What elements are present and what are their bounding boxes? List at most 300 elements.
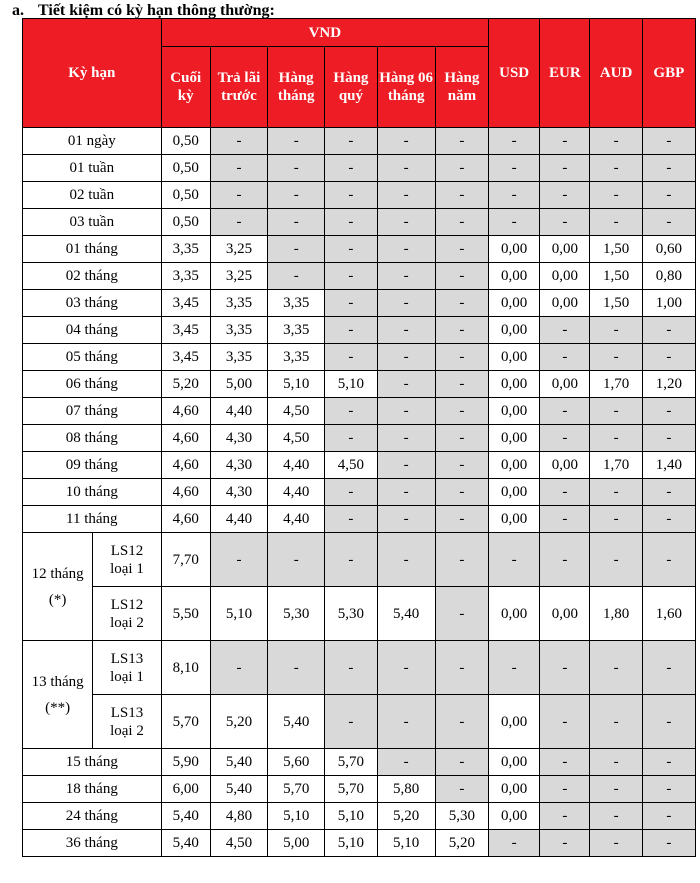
- rate-cell: 1,20: [642, 371, 695, 398]
- rate-cell: 4,40: [268, 452, 325, 479]
- sub-term-type: loại 1: [110, 668, 144, 685]
- term-label: 18 tháng: [23, 776, 162, 803]
- term-label: 11 tháng: [23, 506, 162, 533]
- rate-cell: 4,60: [161, 506, 210, 533]
- vnd-col-header: Hàng quý: [325, 47, 377, 128]
- rate-cell: 3,35: [268, 344, 325, 371]
- rate-cell: 6,00: [161, 776, 210, 803]
- rate-cell: -: [590, 533, 642, 587]
- rate-cell: 0,50: [161, 155, 210, 182]
- rate-cell: -: [377, 128, 435, 155]
- rate-cell: -: [642, 317, 695, 344]
- rate-cell: -: [268, 182, 325, 209]
- rate-cell: 0,00: [540, 236, 590, 263]
- rate-cell: 1,80: [590, 587, 642, 641]
- table-row: [23, 263, 696, 290]
- rate-cell: 5,10: [268, 803, 325, 830]
- rate-cell: -: [435, 398, 488, 425]
- rate-cell: -: [540, 506, 590, 533]
- rate-cell: -: [642, 776, 695, 803]
- rate-cell: -: [642, 479, 695, 506]
- usd-header: USD: [489, 19, 540, 128]
- rate-cell: 1,40: [642, 452, 695, 479]
- table-row: [23, 533, 696, 587]
- rate-cell: -: [435, 533, 488, 587]
- rate-cell: -: [540, 344, 590, 371]
- rate-cell: 4,30: [210, 479, 267, 506]
- rate-cell: 0,00: [489, 344, 540, 371]
- vnd-col-header: Hàng tháng: [268, 47, 325, 128]
- rate-cell: 4,50: [268, 398, 325, 425]
- rate-cell: 5,70: [325, 749, 377, 776]
- rate-cell: -: [435, 209, 488, 236]
- rate-cell: 5,10: [325, 830, 377, 857]
- rate-cell: -: [489, 209, 540, 236]
- rate-cell: 0,50: [161, 209, 210, 236]
- rate-cell: 4,40: [268, 506, 325, 533]
- rate-cell: -: [268, 209, 325, 236]
- gbp-header: GBP: [642, 19, 695, 128]
- rate-cell: -: [642, 506, 695, 533]
- rate-cell: 3,25: [210, 236, 267, 263]
- rate-cell: -: [642, 803, 695, 830]
- table-row: [23, 587, 696, 641]
- rate-cell: -: [325, 128, 377, 155]
- rate-cell: 4,60: [161, 425, 210, 452]
- section-heading: Tiết kiệm có kỳ hạn thông thường:: [38, 2, 275, 19]
- rate-cell: -: [377, 452, 435, 479]
- rate-cell: 3,35: [210, 290, 267, 317]
- sub-term-type: loại 2: [110, 722, 144, 739]
- rate-cell: -: [377, 533, 435, 587]
- rate-cell: 4,40: [210, 398, 267, 425]
- rate-cell: 5,30: [268, 587, 325, 641]
- rate-cell: -: [268, 155, 325, 182]
- rate-cell: 5,20: [377, 803, 435, 830]
- table-row: [23, 695, 696, 749]
- term-label: 24 tháng: [23, 803, 162, 830]
- rate-cell: 5,20: [210, 695, 267, 749]
- vnd-col-header: Cuối kỳ: [161, 47, 210, 128]
- rate-cell: -: [377, 155, 435, 182]
- rate-cell: 0,00: [489, 398, 540, 425]
- rate-cell: -: [540, 182, 590, 209]
- rate-cell: 3,45: [161, 344, 210, 371]
- rate-cell: 5,80: [377, 776, 435, 803]
- rate-cell: 5,30: [325, 587, 377, 641]
- term-label: 36 tháng: [23, 830, 162, 857]
- rate-cell: -: [540, 749, 590, 776]
- rate-cell: -: [377, 290, 435, 317]
- term-label: 01 tuần: [23, 155, 162, 182]
- rate-cell: -: [540, 479, 590, 506]
- rate-cell: 3,25: [210, 263, 267, 290]
- rate-cell: -: [325, 317, 377, 344]
- term-label: 03 tuần: [23, 209, 162, 236]
- rate-cell: -: [590, 695, 642, 749]
- sub-term-code: LS12: [110, 596, 144, 613]
- rate-cell: -: [325, 641, 377, 695]
- table-row: [23, 317, 696, 344]
- table-row: [23, 371, 696, 398]
- rate-cell: -: [377, 749, 435, 776]
- rate-cell: -: [435, 587, 488, 641]
- rate-cell: -: [540, 317, 590, 344]
- rate-cell: -: [435, 128, 488, 155]
- term-header: Kỳ hạn: [23, 19, 162, 128]
- rate-cell: 5,70: [268, 776, 325, 803]
- rate-cell: -: [377, 398, 435, 425]
- rate-cell: 4,30: [210, 452, 267, 479]
- rate-cell: -: [435, 506, 488, 533]
- rate-cell: -: [325, 344, 377, 371]
- rate-cell: -: [642, 209, 695, 236]
- aud-header: AUD: [590, 19, 642, 128]
- rate-cell: -: [590, 155, 642, 182]
- vnd-col-header: Trả lãi trước: [210, 47, 267, 128]
- rate-cell: -: [435, 641, 488, 695]
- term-label: 15 tháng: [23, 749, 162, 776]
- rate-cell: -: [642, 155, 695, 182]
- table-row: [23, 398, 696, 425]
- rate-cell: 0,50: [161, 128, 210, 155]
- table-row: [23, 182, 696, 209]
- sub-term-code: LS12: [110, 542, 144, 559]
- sub-term-code: LS13: [110, 704, 144, 721]
- rate-cell: 0,00: [540, 263, 590, 290]
- rate-cell: 4,30: [210, 425, 267, 452]
- rate-cell: 5,20: [161, 371, 210, 398]
- rate-cell: -: [590, 128, 642, 155]
- rate-cell: -: [540, 398, 590, 425]
- rate-cell: -: [325, 695, 377, 749]
- rate-cell: 0,00: [540, 290, 590, 317]
- rate-cell: 1,70: [590, 452, 642, 479]
- rate-cell: -: [325, 290, 377, 317]
- rate-cell: 0,00: [540, 452, 590, 479]
- rate-cell: 5,70: [325, 776, 377, 803]
- rate-cell: -: [268, 263, 325, 290]
- rate-cell: -: [642, 344, 695, 371]
- rate-cell: -: [489, 533, 540, 587]
- term-group-label: [23, 533, 93, 641]
- sub-term-label: [93, 695, 161, 749]
- rate-cell: -: [377, 236, 435, 263]
- rate-cell: -: [435, 155, 488, 182]
- rate-cell: -: [377, 263, 435, 290]
- rate-cell: -: [377, 479, 435, 506]
- rate-cell: -: [377, 317, 435, 344]
- rate-cell: -: [325, 236, 377, 263]
- rate-cell: 0,00: [489, 317, 540, 344]
- rate-cell: 4,60: [161, 452, 210, 479]
- rate-cell: 5,10: [325, 371, 377, 398]
- rate-cell: 3,35: [268, 317, 325, 344]
- rate-cell: 3,35: [210, 317, 267, 344]
- table-body: [23, 128, 696, 857]
- rate-cell: -: [325, 263, 377, 290]
- rate-cell: 5,00: [210, 371, 267, 398]
- rate-cell: 3,45: [161, 290, 210, 317]
- rate-cell: 5,40: [161, 803, 210, 830]
- rate-cell: -: [377, 506, 435, 533]
- sub-term-code: LS13: [110, 650, 144, 667]
- rate-cell: -: [642, 398, 695, 425]
- rate-cell: 3,45: [161, 317, 210, 344]
- rate-cell: -: [268, 128, 325, 155]
- rate-cell: -: [590, 317, 642, 344]
- rate-cell: -: [210, 128, 267, 155]
- rate-cell: -: [325, 425, 377, 452]
- rate-cell: 3,35: [161, 263, 210, 290]
- rate-cell: -: [489, 155, 540, 182]
- eur-header: EUR: [540, 19, 590, 128]
- table-row: [23, 155, 696, 182]
- rate-cell: -: [590, 344, 642, 371]
- vnd-group-header: VND: [161, 19, 488, 47]
- rate-cell: -: [268, 533, 325, 587]
- rate-cell: 5,10: [377, 830, 435, 857]
- rate-cell: 5,40: [268, 695, 325, 749]
- rate-cell: -: [590, 182, 642, 209]
- rate-cell: -: [642, 533, 695, 587]
- table-row: [23, 479, 696, 506]
- term-group-note: (**): [45, 699, 71, 716]
- rate-cell: -: [540, 209, 590, 236]
- table-row: [23, 452, 696, 479]
- rate-cell: -: [590, 425, 642, 452]
- rate-cell: 0,00: [489, 425, 540, 452]
- rate-cell: 0,00: [540, 371, 590, 398]
- table-row: [23, 236, 696, 263]
- rate-cell: -: [325, 506, 377, 533]
- rate-cell: -: [540, 695, 590, 749]
- term-label: 02 tháng: [23, 263, 162, 290]
- rate-cell: -: [325, 398, 377, 425]
- term-group-name: 12 tháng: [31, 565, 84, 582]
- rate-cell: 0,00: [489, 803, 540, 830]
- term-label: 10 tháng: [23, 479, 162, 506]
- rate-cell: -: [210, 209, 267, 236]
- rate-cell: 4,40: [268, 479, 325, 506]
- rate-cell: -: [590, 749, 642, 776]
- rate-cell: -: [210, 155, 267, 182]
- rate-cell: 5,10: [268, 371, 325, 398]
- rate-cell: -: [540, 128, 590, 155]
- rate-cell: 4,50: [268, 425, 325, 452]
- rate-cell: -: [377, 182, 435, 209]
- sub-term-type: loại 1: [110, 560, 144, 577]
- rate-cell: 0,00: [489, 371, 540, 398]
- rate-cell: -: [540, 533, 590, 587]
- rate-cell: 1,60: [642, 587, 695, 641]
- table-row: [23, 803, 696, 830]
- rate-cell: 0,50: [161, 182, 210, 209]
- rate-cell: 3,35: [161, 236, 210, 263]
- rate-cell: -: [325, 155, 377, 182]
- table-row: [23, 830, 696, 857]
- rate-cell: -: [590, 776, 642, 803]
- rate-cell: 1,50: [590, 236, 642, 263]
- rate-cell: 1,00: [642, 290, 695, 317]
- rate-cell: -: [377, 641, 435, 695]
- term-group-label: [23, 641, 93, 749]
- rate-cell: -: [642, 830, 695, 857]
- rate-cell: -: [210, 641, 267, 695]
- term-label: 03 tháng: [23, 290, 162, 317]
- rate-cell: -: [642, 182, 695, 209]
- rate-cell: -: [540, 803, 590, 830]
- rate-cell: 0,00: [489, 452, 540, 479]
- sub-term-type: loại 2: [110, 614, 144, 631]
- rate-cell: 4,40: [210, 506, 267, 533]
- sub-term-label: [93, 587, 161, 641]
- rate-cell: -: [590, 830, 642, 857]
- rate-cell: -: [435, 290, 488, 317]
- rate-cell: 4,50: [325, 452, 377, 479]
- rate-cell: 3,35: [210, 344, 267, 371]
- rate-cell: -: [435, 776, 488, 803]
- savings-rate-table: [22, 18, 696, 857]
- rate-cell: -: [435, 479, 488, 506]
- rate-cell: -: [377, 425, 435, 452]
- rate-cell: -: [540, 641, 590, 695]
- rate-cell: -: [642, 641, 695, 695]
- rate-cell: -: [642, 749, 695, 776]
- term-label: 08 tháng: [23, 425, 162, 452]
- rate-cell: -: [540, 776, 590, 803]
- rate-cell: -: [540, 830, 590, 857]
- rate-cell: 4,60: [161, 479, 210, 506]
- rate-cell: -: [377, 371, 435, 398]
- rate-cell: 5,60: [268, 749, 325, 776]
- rate-cell: -: [435, 749, 488, 776]
- table-row: [23, 290, 696, 317]
- term-label: 05 tháng: [23, 344, 162, 371]
- rate-cell: -: [540, 155, 590, 182]
- rate-cell: -: [642, 695, 695, 749]
- rate-cell: -: [377, 695, 435, 749]
- rate-cell: -: [325, 533, 377, 587]
- rate-cell: 0,00: [489, 263, 540, 290]
- rate-cell: 5,40: [210, 749, 267, 776]
- rate-cell: -: [435, 695, 488, 749]
- table-row: [23, 209, 696, 236]
- term-label: 01 ngày: [23, 128, 162, 155]
- rate-cell: -: [489, 641, 540, 695]
- rate-cell: 3,35: [268, 290, 325, 317]
- term-label: 07 tháng: [23, 398, 162, 425]
- rate-cell: -: [489, 830, 540, 857]
- rate-cell: -: [435, 317, 488, 344]
- rate-cell: -: [590, 209, 642, 236]
- rate-cell: -: [210, 533, 267, 587]
- rate-cell: 0,00: [489, 749, 540, 776]
- rate-cell: 1,70: [590, 371, 642, 398]
- table-row: [23, 776, 696, 803]
- rate-cell: -: [590, 398, 642, 425]
- rate-cell: -: [435, 182, 488, 209]
- rate-cell: 5,10: [210, 587, 267, 641]
- rate-cell: 5,40: [377, 587, 435, 641]
- rate-cell: 5,40: [161, 830, 210, 857]
- table-row: [23, 344, 696, 371]
- rate-cell: -: [210, 182, 267, 209]
- term-group-note: (*): [48, 591, 67, 608]
- term-label: 02 tuần: [23, 182, 162, 209]
- term-label: 06 tháng: [23, 371, 162, 398]
- section-number: a.: [12, 2, 24, 19]
- rate-cell: 8,10: [161, 641, 210, 695]
- rate-cell: -: [590, 641, 642, 695]
- rate-cell: -: [268, 236, 325, 263]
- rate-cell: 1,50: [590, 290, 642, 317]
- rate-cell: -: [590, 479, 642, 506]
- term-group-name: 13 tháng: [31, 673, 84, 690]
- rate-cell: 1,50: [590, 263, 642, 290]
- rate-cell: 5,30: [435, 803, 488, 830]
- rate-cell: 4,60: [161, 398, 210, 425]
- rate-cell: 5,40: [210, 776, 267, 803]
- term-label: 01 tháng: [23, 236, 162, 263]
- table-row: [23, 749, 696, 776]
- rate-cell: 4,80: [210, 803, 267, 830]
- rate-cell: -: [489, 128, 540, 155]
- rate-cell: 5,00: [268, 830, 325, 857]
- rate-cell: 5,10: [325, 803, 377, 830]
- term-label: 04 tháng: [23, 317, 162, 344]
- table-row: [23, 506, 696, 533]
- rate-cell: -: [642, 128, 695, 155]
- rate-cell: -: [435, 236, 488, 263]
- sub-term-label: [93, 641, 161, 695]
- rate-cell: -: [435, 425, 488, 452]
- vnd-col-header: Hàng 06 tháng: [377, 47, 435, 128]
- rate-cell: -: [377, 344, 435, 371]
- rate-cell: 0,00: [489, 695, 540, 749]
- rate-cell: -: [590, 506, 642, 533]
- rate-cell: 0,80: [642, 263, 695, 290]
- rate-cell: 0,00: [489, 776, 540, 803]
- table-row: [23, 641, 696, 695]
- rate-cell: -: [540, 425, 590, 452]
- rate-cell: 0,00: [489, 236, 540, 263]
- rate-cell: -: [325, 479, 377, 506]
- rate-cell: 0,00: [489, 587, 540, 641]
- rate-cell: 0,60: [642, 236, 695, 263]
- rate-cell: 5,20: [435, 830, 488, 857]
- rate-cell: -: [377, 209, 435, 236]
- rate-cell: -: [435, 371, 488, 398]
- rate-cell: 5,50: [161, 587, 210, 641]
- vnd-col-header: Hàng năm: [435, 47, 488, 128]
- rate-cell: 4,50: [210, 830, 267, 857]
- sub-term-label: [93, 533, 161, 587]
- rate-cell: 0,00: [540, 587, 590, 641]
- table-row: [23, 128, 696, 155]
- rate-cell: -: [435, 452, 488, 479]
- rate-cell: 0,00: [489, 290, 540, 317]
- term-label: 09 tháng: [23, 452, 162, 479]
- rate-cell: -: [325, 182, 377, 209]
- rate-cell: -: [489, 182, 540, 209]
- rate-cell: -: [590, 803, 642, 830]
- rate-cell: -: [268, 641, 325, 695]
- rate-cell: 7,70: [161, 533, 210, 587]
- rate-cell: -: [325, 209, 377, 236]
- rate-cell: -: [435, 344, 488, 371]
- rate-cell: -: [435, 263, 488, 290]
